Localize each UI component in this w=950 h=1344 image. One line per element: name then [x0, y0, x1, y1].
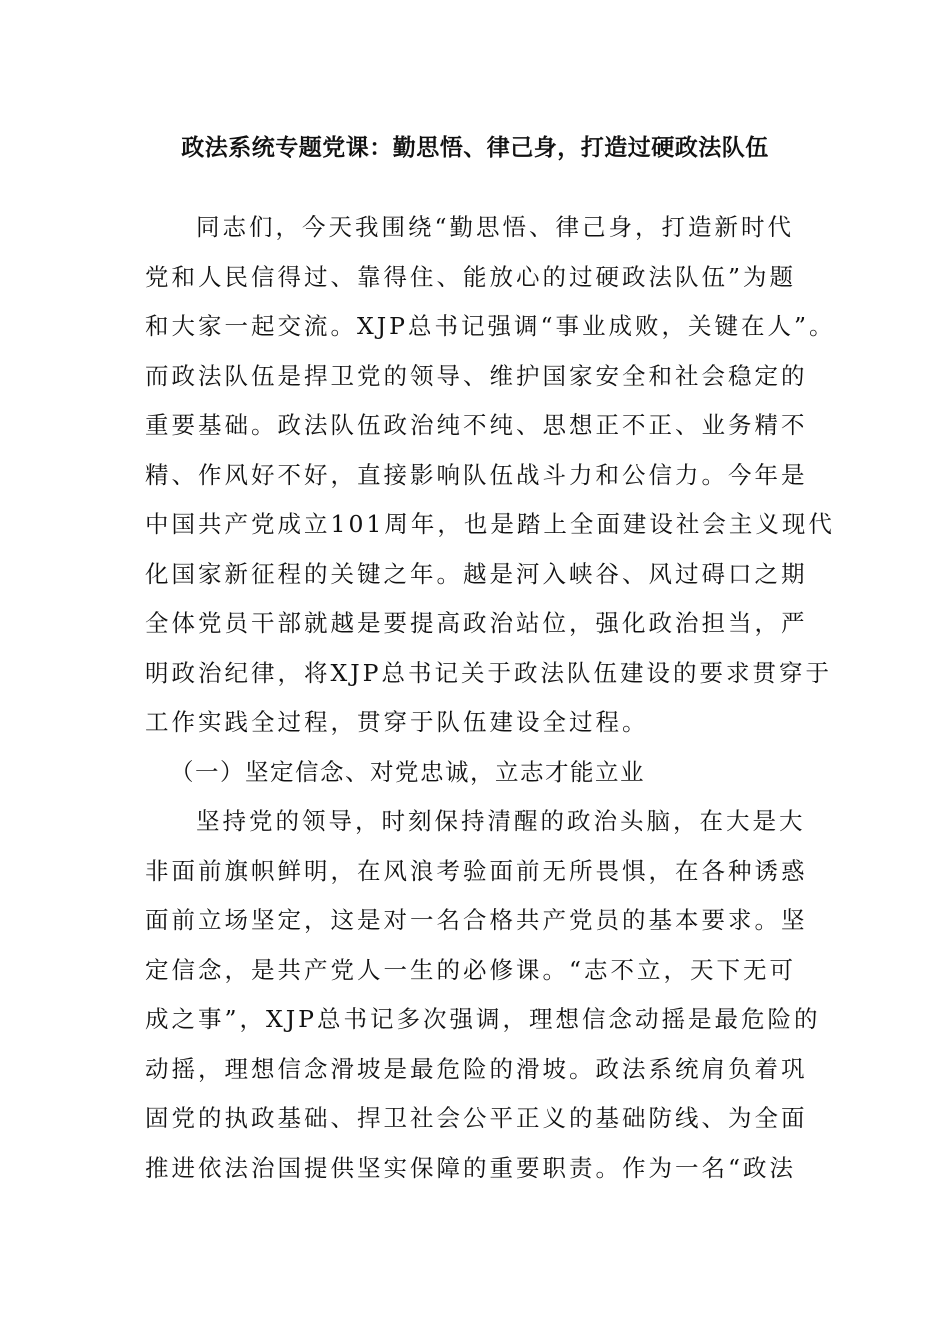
paragraph-line: 明政治纪律，将XJP总书记关于政法队伍建设的要求贯穿于	[145, 658, 832, 687]
paragraph-line: 推进依法治国提供坚实保障的重要职责。作为一名“政法	[145, 1153, 797, 1182]
paragraph-line: 精、作风好不好，直接影响队伍战斗力和公信力。今年是	[145, 460, 808, 489]
paragraph-line: 党和人民信得过、靠得住、能放心的过硬政法队伍”为题	[145, 262, 797, 291]
document-title: 政法系统专题党课：勤思悟、律己身，打造过硬政法队伍	[181, 134, 769, 161]
paragraph-line: 全体党员干部就越是要提高政治站位，强化政治担当，严	[145, 609, 808, 637]
section-heading: （一）坚定信念、对党忠诚，立志才能立业	[170, 757, 645, 786]
paragraph-line: 化国家新征程的关键之年。越是河入峡谷、风过碍口之期	[145, 559, 808, 588]
paragraph-line: 动摇，理想信念滑坡是最危险的滑坡。政法系统肩负着巩	[145, 1054, 808, 1083]
paragraph-line: 工作实践全过程，贯穿于队伍建设全过程。	[145, 708, 649, 736]
paragraph-line: 坚持党的领导，时刻保持清醒的政治头脑，在大是大	[196, 807, 806, 835]
paragraph-line: 非面前旗帜鲜明，在风浪考验面前无所畏惧，在各种诱惑	[145, 856, 808, 885]
paragraph-line: 同志们，今天我围绕“勤思悟、律己身，打造新时代	[196, 213, 795, 241]
paragraph-line: 和大家一起交流。XJP总书记强调“事业成败，关键在人”。	[145, 312, 836, 340]
paragraph-line: 面前立场坚定，这是对一名合格共产党员的基本要求。坚	[145, 906, 808, 934]
paragraph-line: 成之事”，XJP总书记多次强调，理想信念动摇是最危险的	[145, 1005, 821, 1033]
paragraph-line: 固党的执政基础、捍卫社会公平正义的基础防线、为全面	[145, 1104, 808, 1132]
paragraph-line: 中国共产党成立101周年，也是踏上全面建设社会主义现代	[145, 510, 835, 538]
document-body	[145, 203, 836, 1193]
paragraph-line: 重要基础。政法队伍政治纯不纯、思想正不正、业务精不	[145, 411, 808, 439]
paragraph-line: 定信念，是共产党人一生的必修课。“志不立，天下无可	[145, 955, 797, 984]
paragraph-line: 而政法队伍是捍卫党的领导、维护国家安全和社会稳定的	[145, 361, 808, 390]
